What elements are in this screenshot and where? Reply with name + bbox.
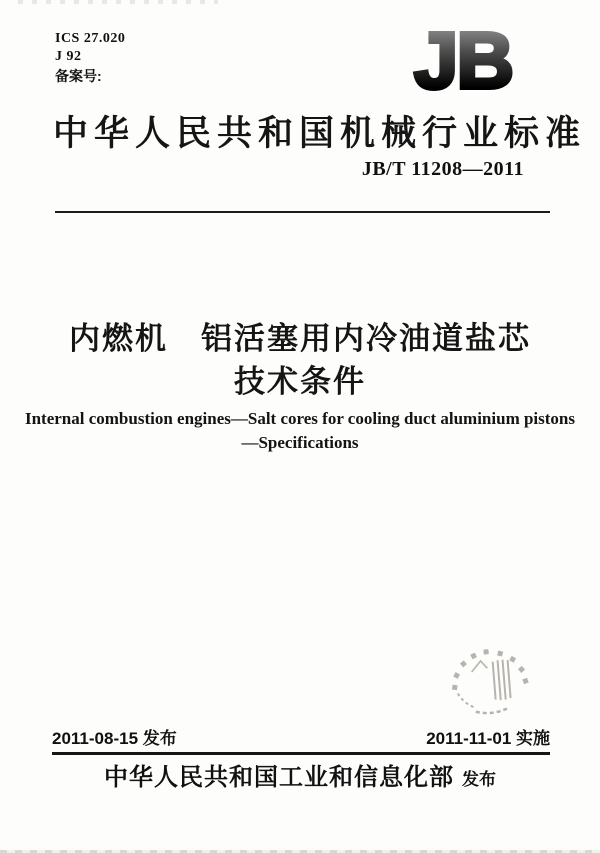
standard-series-title: 中华人民共和国机械行业标准 — [53, 114, 587, 153]
header-divider — [55, 211, 550, 213]
publish-label: 发布 — [462, 770, 496, 789]
implementation-date: 2011-11-01 实施 — [426, 729, 550, 748]
title-line-2: 技术条件 — [234, 364, 366, 399]
jb-logo-icon — [400, 14, 526, 100]
approval-stamp-icon — [443, 646, 539, 722]
classification-block — [55, 30, 125, 85]
title-en-line-1: Internal combustion engines—Salt cores for cooling duct aluminium pistons — [24, 409, 576, 428]
date-bar — [52, 724, 550, 755]
ics-code: ICS 27.020 — [55, 31, 126, 46]
jb-logo-text: JB — [413, 16, 513, 100]
title-en-line-2: —Specifications — [241, 433, 359, 452]
issue-date: 2011-08-15 发布 — [52, 729, 177, 748]
scan-artifact-top — [18, 0, 218, 4]
publisher-line — [0, 757, 600, 792]
class-code: J 92 — [55, 49, 82, 64]
publisher-name: 中华人民共和国工业和信息化部 — [104, 764, 454, 791]
standard-number: JB/T 11208—2011 — [361, 158, 524, 180]
record-number-label: 备案号: — [55, 68, 102, 84]
title-line-1: 内燃机 铝活塞用内冷油道盐芯 — [69, 321, 531, 356]
document-title-english — [0, 407, 600, 455]
document-title-chinese — [0, 317, 600, 403]
